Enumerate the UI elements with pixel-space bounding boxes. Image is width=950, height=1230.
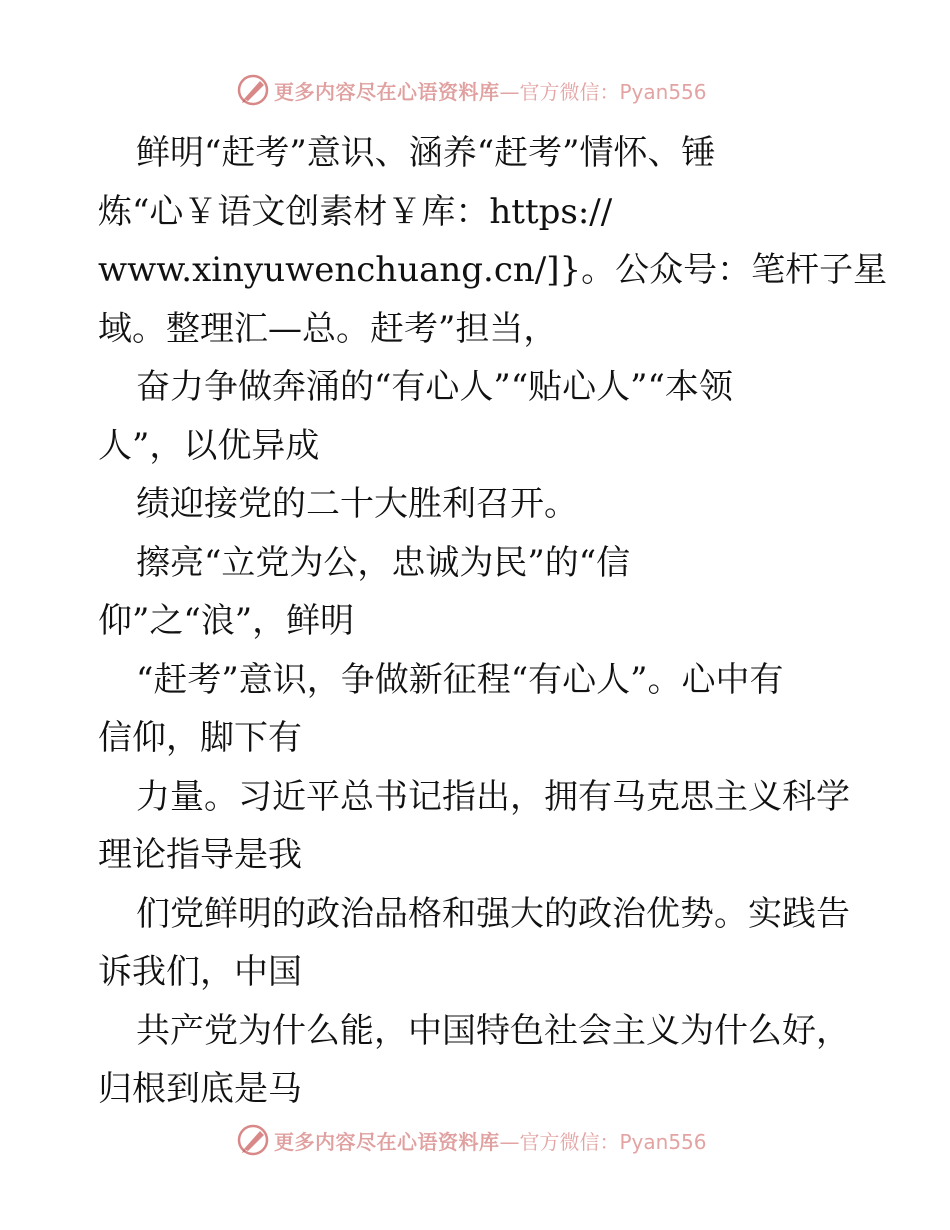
body-line: 理论指导是我 [98,835,302,875]
body-line: 奋力争做奔涌的“有心人”“贴心人”“本领 [136,367,733,407]
header-banner-title: 更多内容尽在心语资料库 [274,79,500,104]
body-line: 力量。习近平总书记指出，拥有马克思主义科学 [136,776,850,817]
body-line: 鲜明“赶考”意识、涵养“赶考”情怀、锤 [136,133,716,173]
body-line: 共产党为什么能，中国特色社会主义为什么好， [136,1010,850,1051]
document-body [98,124,888,1119]
footer-banner-wechat: —官方微信：Pyan556 [499,1129,707,1154]
body-line: 人”，以优异成 [98,425,320,466]
body-line: 绩迎接党的二十大胜利召开。 [136,484,578,524]
body-line: 域。整理汇—总。赶考”担当， [98,308,558,349]
body-line: 仰”之“浪”，鲜明 [98,601,355,641]
footer-banner-title: 更多内容尽在心语资料库 [274,1129,500,1154]
body-line: 诉我们，中国 [98,952,302,992]
header-watermark [236,72,707,108]
body-line: 们党鲜明的政治品格和强大的政治优势。实践告 [136,893,850,934]
header-banner-wechat: —官方微信：Pyan556 [499,79,707,104]
pen-circle-icon [236,73,270,107]
body-line: 炼“心￥语文创素材￥库：https:// [98,191,613,232]
body-line: 擦亮“立党为公，忠诚为民”的“信 [136,542,631,583]
body-line: 归根到底是马 [98,1069,302,1109]
footer-watermark [236,1122,707,1158]
body-line: “赶考”意识，争做新征程“有心人”。心中有 [136,659,784,700]
body-line: www.xinyuwenchuang.cn/]}。公众号：笔杆子星 [98,250,888,290]
body-line: 信仰，脚下有 [98,718,302,758]
pen-circle-icon [236,1123,270,1157]
